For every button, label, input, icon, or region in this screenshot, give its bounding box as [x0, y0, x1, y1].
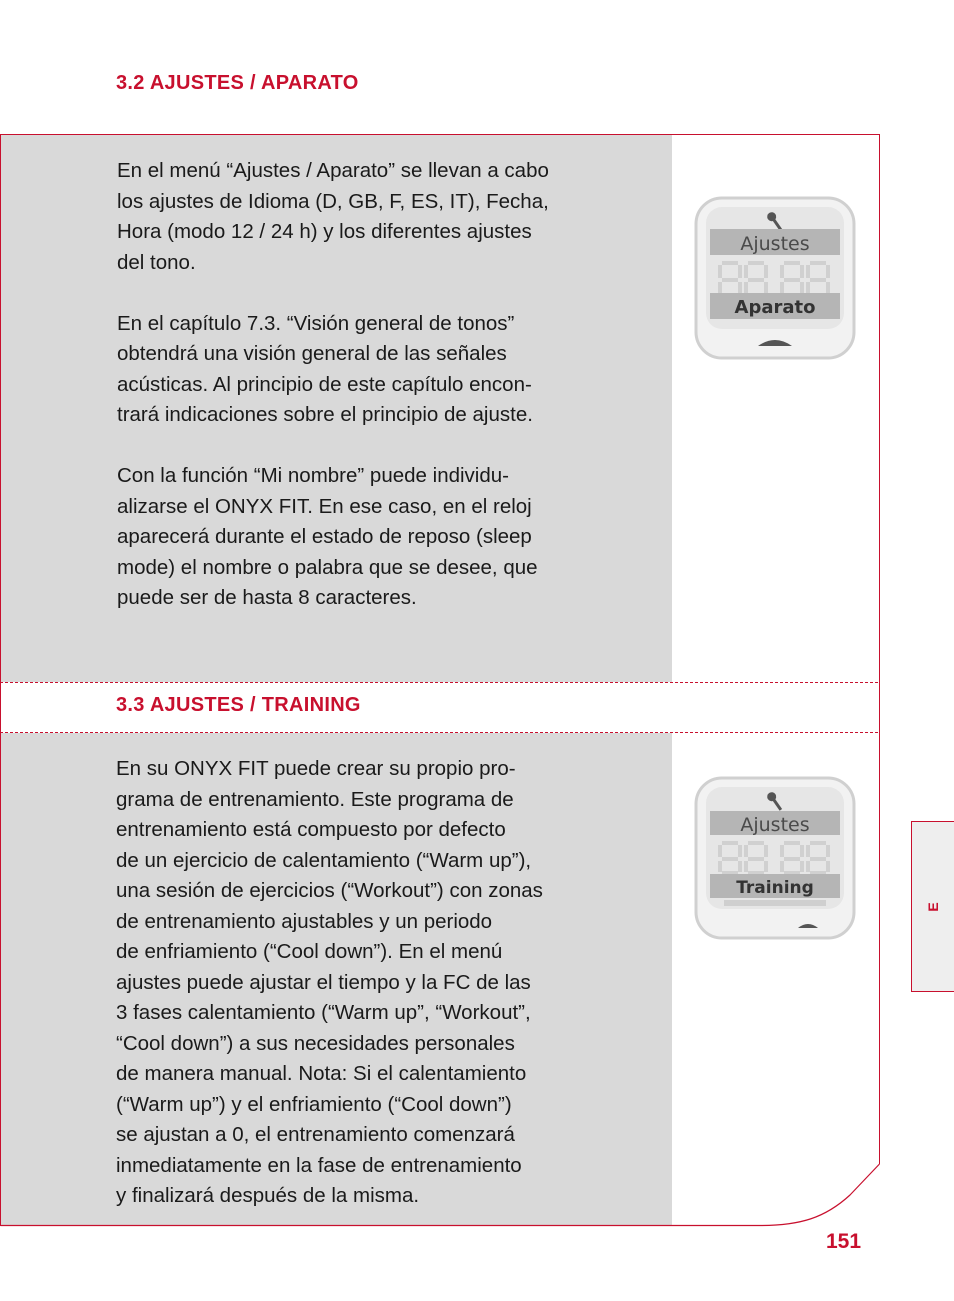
watch-display-aparato-icon [690, 193, 860, 363]
body-text-aparato [117, 156, 662, 614]
frame-right-line [879, 134, 880, 1164]
paragraph-2: En el capítulo 7.3. “Visión general de tonos” obtendrá una visión general de las señales acústicas. Al principio de este capítulo encon- trará indicaciones sobre el principio de ajuste. [117, 311, 533, 426]
paragraph-training: En su ONYX FIT puede crear su propio pro- grama de entrenamiento. Este programa de entrenamiento está compuesto por defecto de un ejercicio de calentamiento (“Warm up”), una sesión de ejercicios (“Workout”) con zonas de entrenamiento ajustables y un periodo de enfriamiento (“Cool down”). En el menú ajustes puede ajustar el tiempo y la FC de las 3 fases calentamiento (“Warm up”, “Workout”, “Cool down”) a sus necesidades personales de manera manual. Nota: Si el calentamiento (“Warm up”) y el enfriamiento (“Cool down”) se ajustan a 0, el entrenamiento comenzará inmediatamente en la fase de entrenamiento y finalizará después de la misma. [116, 757, 543, 1207]
body-text-training [116, 754, 661, 1212]
paragraph-1: En el menú “Ajustes / Aparato” se llevan a cabo los ajustes de Idioma (D, GB, F, ES, IT), Fecha, Hora (modo 12 / 24 h) y los diferentes ajustes del tono. [117, 159, 549, 274]
display-top-text: Ajustes [740, 233, 810, 255]
section-heading-training: 3.3 AJUSTES / TRAINING [116, 694, 361, 716]
display-bottom-text: Training [736, 878, 814, 898]
dashed-divider-top [0, 682, 878, 683]
watch-display-training-icon [690, 773, 860, 943]
language-tab-label: E [925, 901, 941, 912]
frame-bottom-curve [0, 1160, 882, 1230]
page-number: 151 [826, 1230, 862, 1253]
display-bottom-text: Aparato [734, 297, 816, 318]
section-heading-aparato: 3.2 AJUSTES / APARATO [116, 72, 359, 94]
dashed-divider-bottom [0, 732, 878, 733]
paragraph-3: Con la función “Mi nombre” puede individu- alizarse el ONYX FIT. En ese caso, en el reloj aparecerá durante el estado de reposo (sleep mode) el nombre o palabra que se desee, que puede ser de hasta 8 caracteres. [117, 464, 538, 609]
display-top-text: Ajustes [740, 814, 810, 836]
language-side-tab [911, 821, 954, 992]
